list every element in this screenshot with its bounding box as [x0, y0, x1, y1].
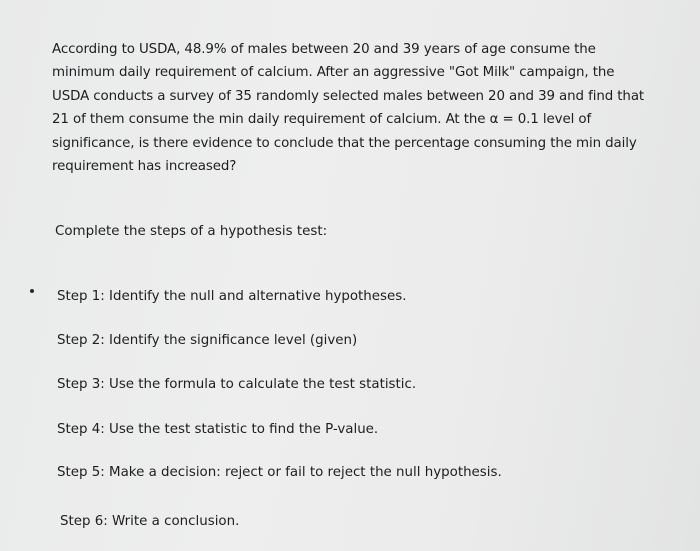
instructions-text: Complete the steps of a hypothesis test: — [55, 224, 328, 239]
step-2: Step 2: Identify the significance level (given) — [57, 333, 358, 348]
step-1: Step 1: Identify the null and alternative hypotheses. — [57, 289, 407, 304]
problem-statement — [52, 38, 672, 178]
problem-line: significance, is there evidence to conclude that the percentage consuming the min daily — [52, 135, 637, 151]
problem-line: According to USDA, 48.9% of males between 20 and 39 years of age consume the — [52, 42, 596, 57]
bullet-dot-icon — [30, 289, 34, 293]
problem-line: USDA conducts a survey of 35 randomly selected males between 20 and 39 and find that — [52, 88, 645, 104]
step-3: Step 3: Use the formula to calculate the test statistic. — [57, 377, 417, 392]
problem-line: 21 of them consume the min daily requirement of calcium. At the α = 0.1 level of — [52, 112, 592, 128]
problem-line: minimum daily requirement of calcium. After an aggressive "Got Milk" campaign, the — [52, 65, 615, 81]
step-4: Step 4: Use the test statistic to find the P-value. — [57, 422, 379, 437]
step-5: Step 5: Make a decision: reject or fail to reject the null hypothesis. — [57, 465, 502, 480]
step-6: Step 6: Write a conclusion. — [60, 514, 240, 529]
problem-line: requirement has increased? — [52, 159, 237, 175]
